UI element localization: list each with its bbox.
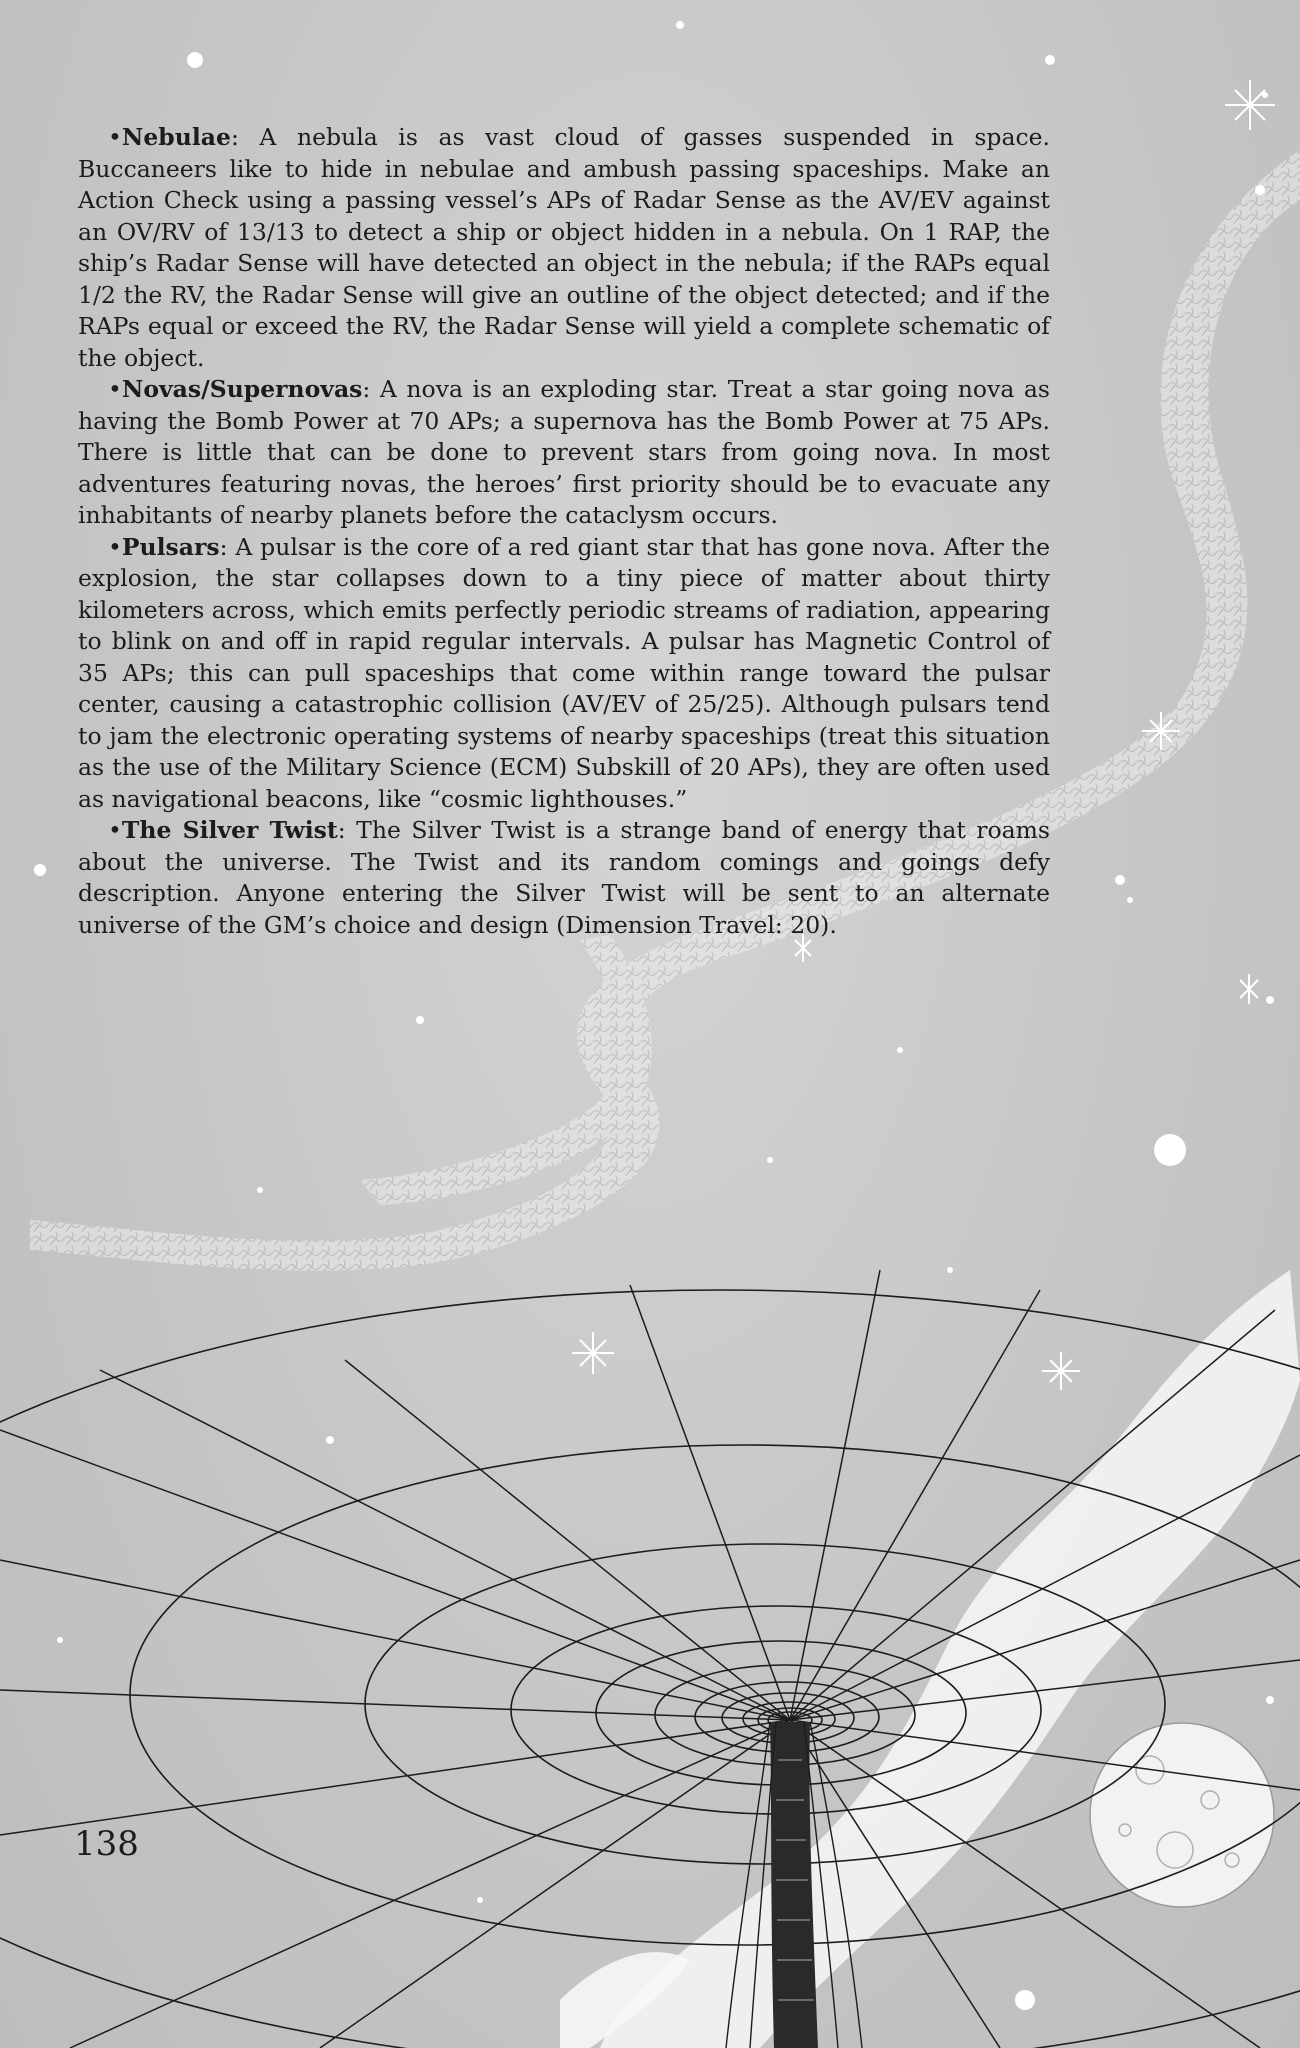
entry-term: Nebulae [121, 123, 231, 151]
entry-nebulae: •Nebulae: A nebula is as vast cloud of gasses suspended in space. Buccaneers like to hide in nebulae and ambush passing spaceships. Make an Action Check using a passing vessel’s APs of Radar Sense as the AV/EV against an OV/RV of 13/13 to detect a ship or object hidden in a nebula. On 1 RAP, the ship’s Radar Sense will have detected an object in the nebula; if the RAPs equal 1/2 the RV, the Radar Sense will give an outline of the object detected; and if the RAPs equal or exceed the RV, the Radar Sense will yield a complete schematic of the object. [78, 123, 1050, 372]
entry-description: : The Silver Twist is a strange band of energy that roams about the universe. The Twist and its random comings and goings defy description. Anyone entering the Silver Twist will be sent to an alternate universe of the GM’s choice and design (Dimension Travel: 20). [78, 816, 1050, 939]
entry-term: The Silver Twist [121, 816, 338, 844]
entry-description: : A nebula is as vast cloud of gasses suspended in space. Buccaneers like to hide in nebulae and ambush passing spaceships. Make an Action Check using a passing vessel’s APs of Radar Sense as the AV/EV against an OV/RV of 13/13 to detect a ship or object hidden in a nebula. On 1 RAP, the ship’s Radar Sense will have detected an object in the nebula; if the RAPs equal 1/2 the RV, the Radar Sense will give an outline of the object detected; and if the RAPs equal or exceed the RV, the Radar Sense will yield a complete schematic of the object. [78, 123, 1050, 372]
entry-term: Pulsars [121, 532, 220, 561]
entry-pulsars: •Pulsars: A pulsar is the core of a red giant star that has gone nova. After the explosion, the star collapses down to a tiny piece of matter about thirty kilometers across, which emits perfectly periodic streams of radiation, appearing to blink on and off in rapid regular intervals. A pulsar has Magnetic Control of 35 APs; this can pull spaceships that come within range toward the pulsar center, causing a catastrophic collision (AV/EV of 25/25). Although pulsars tend to jam the electronic operating systems of nearby spaceships (treat this situation as the use of the Military Science (ECM) Subskill of 20 APs), they are often used as navigational beacons, like “cosmic lighthouses.” [78, 532, 1050, 813]
moon-icon [1090, 1723, 1274, 1907]
entry-description: : A pulsar is the core of a red giant star that has gone nova. After the explosion, the star collapses down to a tiny piece of matter about thirty kilometers across, which emits perfectly periodic streams of radiation, appearing to blink on and off in rapid regular intervals. A pulsar has Magnetic Control of 35 APs; this can pull spaceships that come within range toward the pulsar center, causing a catastrophic collision (AV/EV of 25/25). Although pulsars tend to jam the electronic operating systems of nearby spaceships (treat this situation as the use of the Military Science (ECM) Subskill of 20 APs), they are often used as navigational beacons, like “cosmic lighthouses.” [78, 532, 1050, 813]
page-number: 138 [74, 1824, 139, 1864]
entry-silver-twist: •The Silver Twist: The Silver Twist is a strange band of energy that roams about the universe. The Twist and its random comings and goings defy description. Anyone entering the Silver Twist will be sent to an alternate universe of the GM’s choice and design (Dimension Travel: 20). [78, 816, 1050, 939]
body-text [78, 122, 1050, 941]
warp-grid-radials [0, 1270, 1300, 2048]
entry-novas: •Novas/Supernovas: A nova is an exploding star. Treat a star going nova as having the Bomb Power at 70 APs; a supernova has the Bomb Power at 75 APs. There is little that can be done to prevent stars from going nova. In most adventures featuring novas, the heroes’ first priority should be to evacuate any inhabitants of nearby planets before the cataclysm occurs. [78, 375, 1050, 529]
entry-description: : A nova is an exploding star. Treat a star going nova as having the Bomb Power at 70 APs; a supernova has the Bomb Power at 75 APs. There is little that can be done to prevent stars from going nova. In most adventures featuring novas, the heroes’ first priority should be to evacuate any inhabitants of nearby planets before the cataclysm occurs. [78, 375, 1050, 529]
entry-term: Novas/Supernovas [121, 375, 363, 403]
